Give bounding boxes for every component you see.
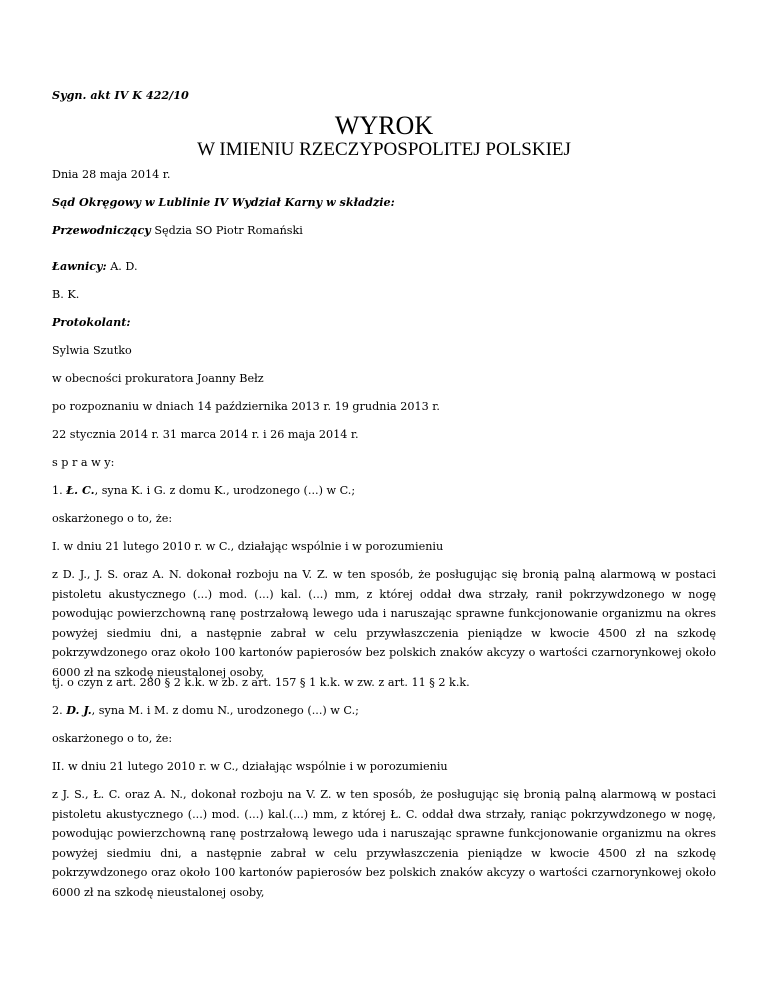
defendant-2-line <box>52 703 359 718</box>
defendant-1-name: Ł. C. <box>66 483 95 497</box>
accused-2-line: oskarżonego o to, że: <box>52 732 173 745</box>
case-signature: Sygn. akt IV K 422/10 <box>52 88 189 102</box>
defendant-2-number: 2. <box>52 704 67 717</box>
accused-1-line: oskarżonego o to, że: <box>52 512 173 525</box>
hearing-dates-line-1: po rozpoznaniu w dniach 14 października 2013 r. 19 grudnia 2013 r. <box>52 400 440 413</box>
document-subtitle: W IMIENIU RZECZYPOSPOLITEJ POLSKIEJ <box>197 139 571 160</box>
legal-basis-1: tj. o czyn z art. 280 § 2 k.k. w zb. z art. 157 § 1 k.k. w zw. z art. 11 § 2 k.k. <box>52 676 470 689</box>
clerk-name: Sylwia Szutko <box>52 344 132 357</box>
judgment-date: Dnia 28 maja 2014 r. <box>52 168 171 181</box>
lay-judges-label: Ławnicy: <box>52 259 107 273</box>
lay-judge-1: A. D. <box>106 260 138 273</box>
defendant-2-details: , syna M. i M. z domu N., urodzonego (...) w C.; <box>91 704 359 717</box>
defendant-2-name: D. J. <box>66 703 92 717</box>
prosecutor-line: w obecności prokuratora Joanny Bełz <box>52 372 264 385</box>
lay-judges-line <box>52 259 138 274</box>
defendant-1-details: , syna K. i G. z domu K., urodzonego (...) w C.; <box>94 484 356 497</box>
charge-1-header: I. w dniu 21 lutego 2010 r. w C., działając wspólnie i w porozumieniu <box>52 540 444 553</box>
charge-2-header: II. w dniu 21 lutego 2010 r. w C., działając wspólnie i w porozumieniu <box>52 760 448 773</box>
defendant-1-number: 1. <box>52 484 67 497</box>
chair-line <box>52 223 303 238</box>
charge-1-body: z D. J., J. S. oraz A. N. dokonał rozboju na V. Z. w ten sposób, że posługując się bronią palną alarmową w postaci pistoletu akustycznego (...) mod. (...) kal. (...) mm, z której oddał dwa strzały, ranił pokrzywdzonego w nogę powodując powierzchowną ranę postrzałową lewego uda i naruszając sprawne funkcjonowanie organizmu na okres powyżej siedmiu dni, a następnie zabrał w celu przywłaszczenia pieniądze w kwocie 4500 zł na szkodę pokrzywdzonego oraz około 100 kartonów papierosów bez polskich znaków akcyzy o wartości czarnorynkowej około 6000 zł na szkodę nieustalonej osoby, <box>52 568 716 679</box>
hearing-dates-line-2: 22 stycznia 2014 r. 31 marca 2014 r. i 26 maja 2014 r. <box>52 428 359 441</box>
clerk-label: Protokolant: <box>52 315 131 329</box>
court-name: Sąd Okręgowy w Lublinie IV Wydział Karny w składzie: <box>52 195 395 209</box>
cases-label: s p r a w y: <box>52 456 115 469</box>
chair-label: Przewodniczący <box>52 223 151 237</box>
defendant-1-line <box>52 483 355 498</box>
charge-2-body: z J. S., Ł. C. oraz A. N., dokonał rozboju na V. Z. w ten sposób, że posługując się bronią palną alarmową w postaci pistoletu akustycznego (...) mod. (...) kal.(...) mm, z której Ł. C. oddał dwa strzały, raniąc pokrzywdzonego w nogę, powodując powierzchowną ranę postrzałową lewego uda i naruszając sprawne funkcjonowanie organizmu na okres powyżej siedmiu dni, a następnie zabrał w celu przywłaszczenia pieniądze w kwocie 4500 zł na szkodę pokrzywdzonego oraz około 100 kartonów papierosów bez polskich znaków akcyzy o wartości czarnorynkowej około 6000 zł na szkodę nieustalonej osoby, <box>52 788 716 899</box>
chair-value: Sędzia SO Piotr Romański <box>150 224 303 237</box>
document-title: WYROK <box>334 111 434 140</box>
lay-judge-2: B. K. <box>52 288 80 301</box>
